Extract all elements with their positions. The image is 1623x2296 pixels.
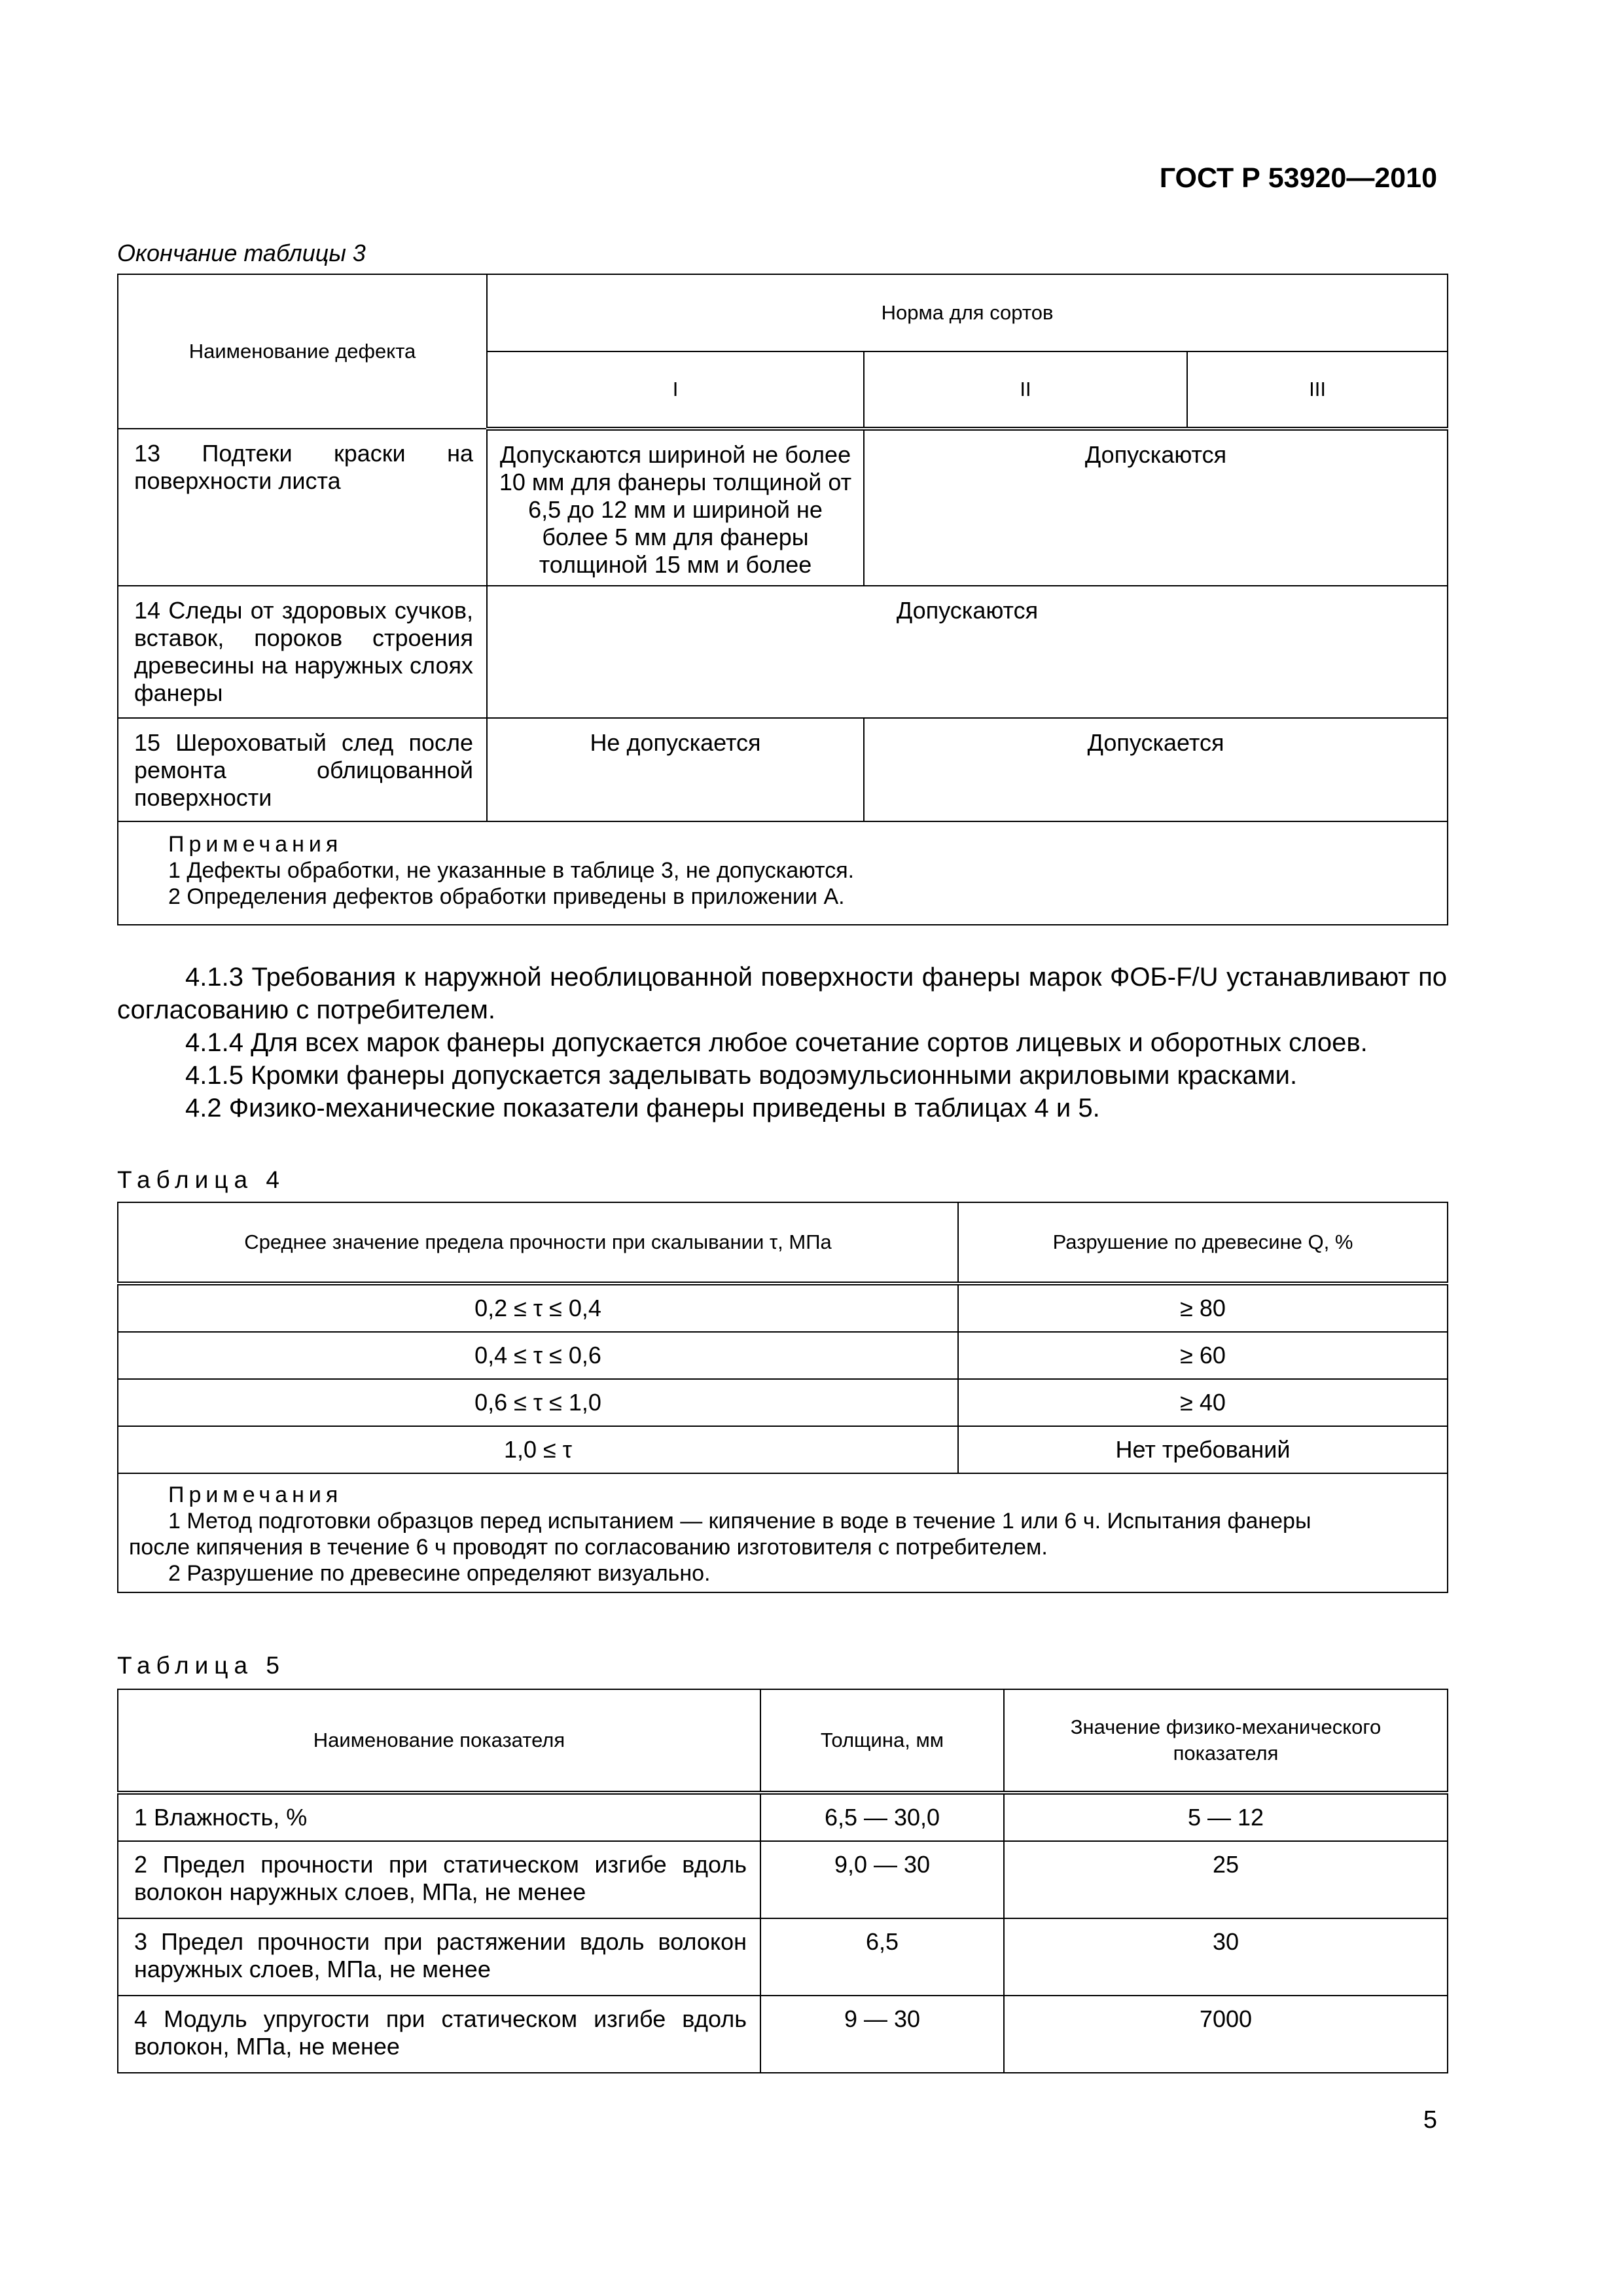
table4-caption: Таблица 4 xyxy=(117,1166,285,1193)
document-number: ГОСТ Р 53920—2010 xyxy=(1159,162,1437,194)
table3-row15-grade1: Не допускается xyxy=(487,718,864,821)
table3-row14-defect: 14 Следы от здоровых сучков, вставок, пороков строения древесины на наружных слоях фанеры xyxy=(118,586,487,718)
table5-row2-thickness: 9,0 — 30 xyxy=(760,1841,1004,1918)
table-row xyxy=(118,718,1448,821)
table-row xyxy=(118,1841,1448,1918)
table4-row3-strength: 0,6 ≤ τ ≤ 1,0 xyxy=(118,1379,958,1426)
table5-caption: Таблица 5 xyxy=(117,1652,285,1679)
body-paragraphs xyxy=(117,961,1447,1124)
table3-header-grade-3: III xyxy=(1187,351,1448,429)
table3-row15-defect: 15 Шероховатый след после ремонта облицованной поверхности xyxy=(118,718,487,821)
table5-row4-value: 7000 xyxy=(1004,1996,1448,2073)
table3-notes xyxy=(118,821,1448,925)
table-row xyxy=(118,1426,1448,1473)
table5-row2-indicator: 2 Предел прочности при статическом изгибе вдоль волокон наружных слоев, МПа, не менее xyxy=(118,1841,760,1918)
table4 xyxy=(117,1202,1448,1593)
table-row xyxy=(118,1996,1448,2073)
table4-note-1-line-1: 1 Метод подготовки образцов перед испытанием — кипячение в воде в течение 1 или 6 ч. Испытания фанеры xyxy=(168,1509,1311,1534)
table4-row4-wood-failure: Нет требований xyxy=(958,1426,1448,1473)
table4-notes-title: Примечания xyxy=(168,1482,343,1507)
table-row xyxy=(118,586,1448,718)
table3-continuation-caption: Окончание таблицы 3 xyxy=(117,240,366,266)
table-row xyxy=(118,429,1448,586)
table3-notes-title: Примечания xyxy=(168,832,343,857)
table5-row1-value: 5 — 12 xyxy=(1004,1793,1448,1841)
table3-row14-all-grades: Допускаются xyxy=(487,586,1448,718)
table4-note-1-line-2: после кипячения в течение 6 ч проводят по согласованию изготовителя с потребителем. xyxy=(129,1535,1048,1560)
table5-row2-value: 25 xyxy=(1004,1841,1448,1918)
table3-row13-grade1: Допускаются шириной не более 10 мм для фанеры толщиной от 6,5 до 12 мм и шириной не более 5 мм для фанеры толщиной 15 мм и более xyxy=(487,429,864,586)
paragraph-4-1-5: 4.1.5 Кромки фанеры допускается заделывать водоэмульсионными акриловыми красками. xyxy=(185,1061,1298,1090)
table3-row15-grade23: Допускается xyxy=(864,718,1448,821)
table5-header-value: Значение физико-механического показателя xyxy=(1004,1689,1448,1793)
page-number: 5 xyxy=(1423,2106,1437,2134)
table3 xyxy=(117,274,1448,925)
table4-row3-wood-failure: ≥ 40 xyxy=(958,1379,1448,1426)
table3-header-norm: Норма для сортов xyxy=(487,274,1448,351)
table4-row4-strength: 1,0 ≤ τ xyxy=(118,1426,958,1473)
table3-row13-defect: 13 Подтеки краски на поверхности листа xyxy=(118,429,487,586)
table4-note-2: 2 Разрушение по древесине определяют визуально. xyxy=(168,1561,711,1586)
table5-header-thickness: Толщина, мм xyxy=(760,1689,1004,1793)
table5 xyxy=(117,1689,1448,2073)
table-row xyxy=(118,1793,1448,1841)
table3-header-grade-1: I xyxy=(487,351,864,429)
paragraph-4-1-3: 4.1.3 Требования к наружной необлицованной поверхности фанеры марок ФОБ-F/U устанавливают по согласованию с потребителем. xyxy=(117,963,1447,1024)
table5-header-indicator: Наименование показателя xyxy=(118,1689,760,1793)
table5-row3-indicator: 3 Предел прочности при растяжении вдоль волокон наружных слоев, МПа, не менее xyxy=(118,1918,760,1996)
table3-header-grade-2: II xyxy=(864,351,1187,429)
table5-row3-value: 30 xyxy=(1004,1918,1448,1996)
table4-notes xyxy=(118,1473,1448,1592)
table3-note-2: 2 Определения дефектов обработки приведены в приложении А. xyxy=(168,884,845,909)
table4-row1-strength: 0,2 ≤ τ ≤ 0,4 xyxy=(118,1283,958,1332)
table-row xyxy=(118,1283,1448,1332)
table4-row1-wood-failure: ≥ 80 xyxy=(958,1283,1448,1332)
table4-row2-wood-failure: ≥ 60 xyxy=(958,1332,1448,1379)
paragraph-4-1-4: 4.1.4 Для всех марок фанеры допускается любое сочетание сортов лицевых и оборотных слоев. xyxy=(185,1028,1368,1057)
paragraph-4-2: 4.2 Физико-механические показатели фанеры приведены в таблицах 4 и 5. xyxy=(185,1094,1100,1122)
table3-header-defect: Наименование дефекта xyxy=(118,274,487,429)
table5-row1-indicator: 1 Влажность, % xyxy=(118,1793,760,1841)
table5-row4-thickness: 9 — 30 xyxy=(760,1996,1004,2073)
table4-row2-strength: 0,4 ≤ τ ≤ 0,6 xyxy=(118,1332,958,1379)
table5-row1-thickness: 6,5 — 30,0 xyxy=(760,1793,1004,1841)
table4-header-strength: Среднее значение предела прочности при скалывании τ, МПа xyxy=(118,1202,958,1283)
table-row xyxy=(118,1332,1448,1379)
table5-row3-thickness: 6,5 xyxy=(760,1918,1004,1996)
table-row xyxy=(118,1379,1448,1426)
table5-row4-indicator: 4 Модуль упругости при статическом изгибе вдоль волокон, МПа, не менее xyxy=(118,1996,760,2073)
table3-note-1: 1 Дефекты обработки, не указанные в таблице 3, не допускаются. xyxy=(168,858,855,883)
table-row xyxy=(118,1918,1448,1996)
table3-row13-grade23: Допускаются xyxy=(864,429,1448,586)
table4-header-wood-failure: Разрушение по древесине Q, % xyxy=(958,1202,1448,1283)
